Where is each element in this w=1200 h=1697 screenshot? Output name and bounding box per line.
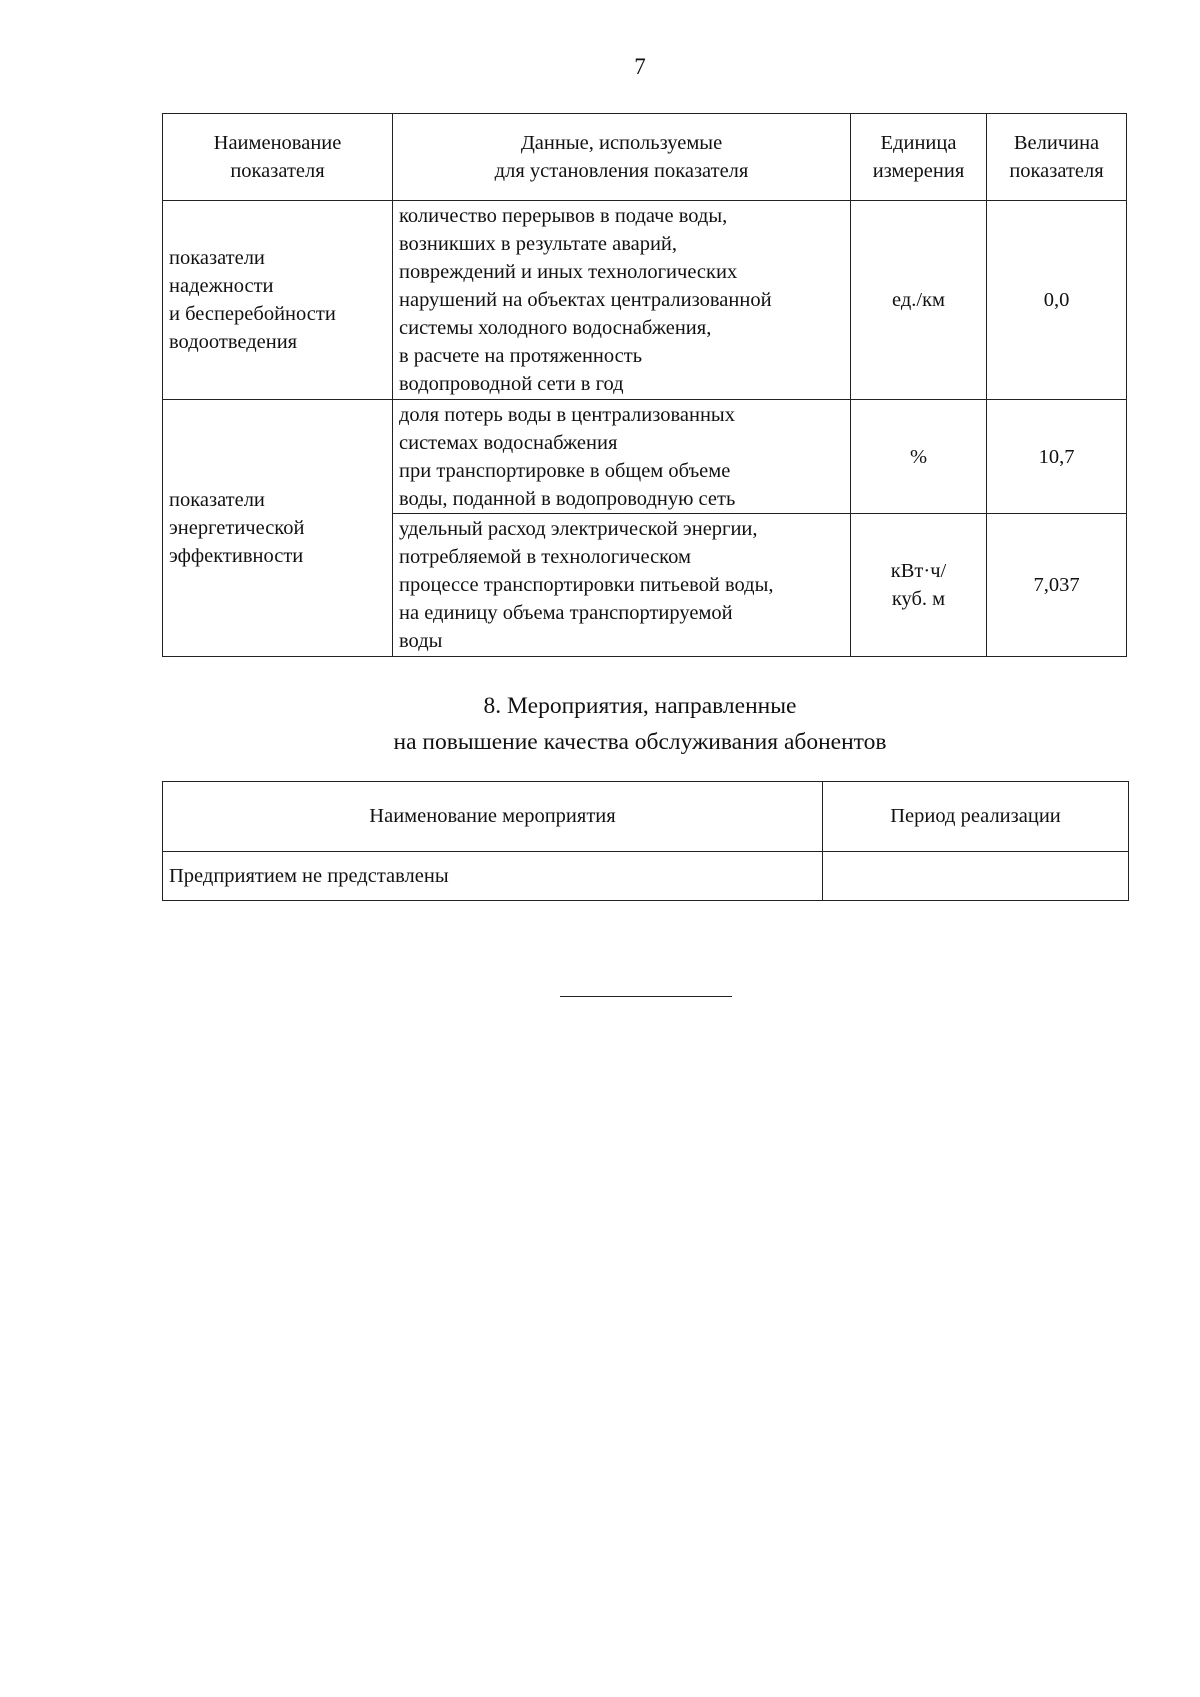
- data-line: в расчете на протяженность: [399, 345, 643, 367]
- section-title-line: на повышение качества обслуживания абонентов: [393, 729, 887, 755]
- event-name-cell: Предприятием не представлены: [163, 852, 823, 901]
- group-line: показатели: [169, 489, 265, 511]
- header-line: для установления показателя: [494, 160, 749, 182]
- value-cell: 10,7: [987, 400, 1127, 514]
- unit-line: ед./км: [891, 289, 945, 311]
- header-event-name: Наименование мероприятия: [163, 782, 823, 852]
- data-line: возникших в результате аварий,: [399, 233, 678, 255]
- data-line: нарушений на объектах централизованной: [399, 289, 772, 311]
- table-row: [163, 400, 1127, 514]
- data-line: водопроводной сети в год: [399, 373, 624, 395]
- header-line: показателя: [230, 160, 325, 182]
- data-line: системы холодного водоснабжения,: [399, 317, 712, 339]
- indicator-group-energy: [163, 400, 393, 657]
- table-row: [163, 852, 1129, 901]
- header-indicator-data: [393, 114, 851, 201]
- table-row: [163, 201, 1127, 400]
- value-cell: 0,0: [987, 201, 1127, 400]
- group-line: надежности: [169, 275, 274, 297]
- unit-cell: [851, 514, 987, 657]
- data-line: на единицу объема транспортируемой: [399, 602, 733, 624]
- header-line: Величина: [1013, 132, 1100, 154]
- header-line: Единица: [880, 132, 957, 154]
- group-line: и бесперебойности: [169, 303, 336, 325]
- indicators-header-row: [163, 114, 1127, 201]
- header-line: измерения: [872, 160, 965, 182]
- group-line: водоотведения: [169, 331, 298, 353]
- header-indicator-name: [163, 114, 393, 201]
- data-line: повреждений и иных технологических: [399, 261, 738, 283]
- data-line: доля потерь воды в централизованных: [399, 403, 735, 426]
- data-line: воды, поданной в водопроводную сеть: [399, 487, 736, 510]
- events-table: [162, 781, 1129, 901]
- indicator-data-cell: [393, 201, 851, 400]
- data-line: удельный расход электрической энергии,: [399, 518, 758, 540]
- data-line: воды: [399, 630, 443, 652]
- end-of-document-rule: [560, 996, 732, 997]
- data-line: количество перерывов в подаче воды,: [399, 205, 728, 227]
- section-heading: [340, 688, 940, 760]
- data-line: потребляемой в технологическом: [399, 546, 691, 568]
- header-line: Наименование: [213, 132, 342, 154]
- unit-line: куб. м: [891, 588, 946, 610]
- data-line: при транспортировке в общем объеме: [399, 459, 731, 482]
- group-line: показатели: [169, 247, 265, 269]
- data-line: процессе транспортировки питьевой воды,: [399, 574, 774, 596]
- indicator-data-cell: [393, 400, 851, 514]
- header-value: [987, 114, 1127, 201]
- unit-cell: [851, 201, 987, 400]
- events-header-row: [163, 782, 1129, 852]
- header-unit: [851, 114, 987, 201]
- indicators-table: [162, 113, 1127, 657]
- section-title-line: 8. Мероприятия, направленные: [483, 693, 797, 719]
- unit-line: %: [909, 445, 928, 468]
- unit-cell: [851, 400, 987, 514]
- page-number: 7: [634, 54, 646, 79]
- group-line: энергетической: [169, 517, 305, 539]
- value-cell: 7,037: [987, 514, 1127, 657]
- group-line: эффективности: [169, 545, 304, 567]
- event-period-cell: [823, 852, 1129, 901]
- data-line: системах водоснабжения: [399, 431, 618, 454]
- indicator-group-reliability: [163, 201, 393, 400]
- unit-line: кВт·ч/: [890, 560, 947, 582]
- indicator-data-cell: [393, 514, 851, 657]
- header-event-period: Период реализации: [823, 782, 1129, 852]
- header-line: Данные, используемые: [520, 132, 723, 154]
- header-line: показателя: [1009, 160, 1104, 182]
